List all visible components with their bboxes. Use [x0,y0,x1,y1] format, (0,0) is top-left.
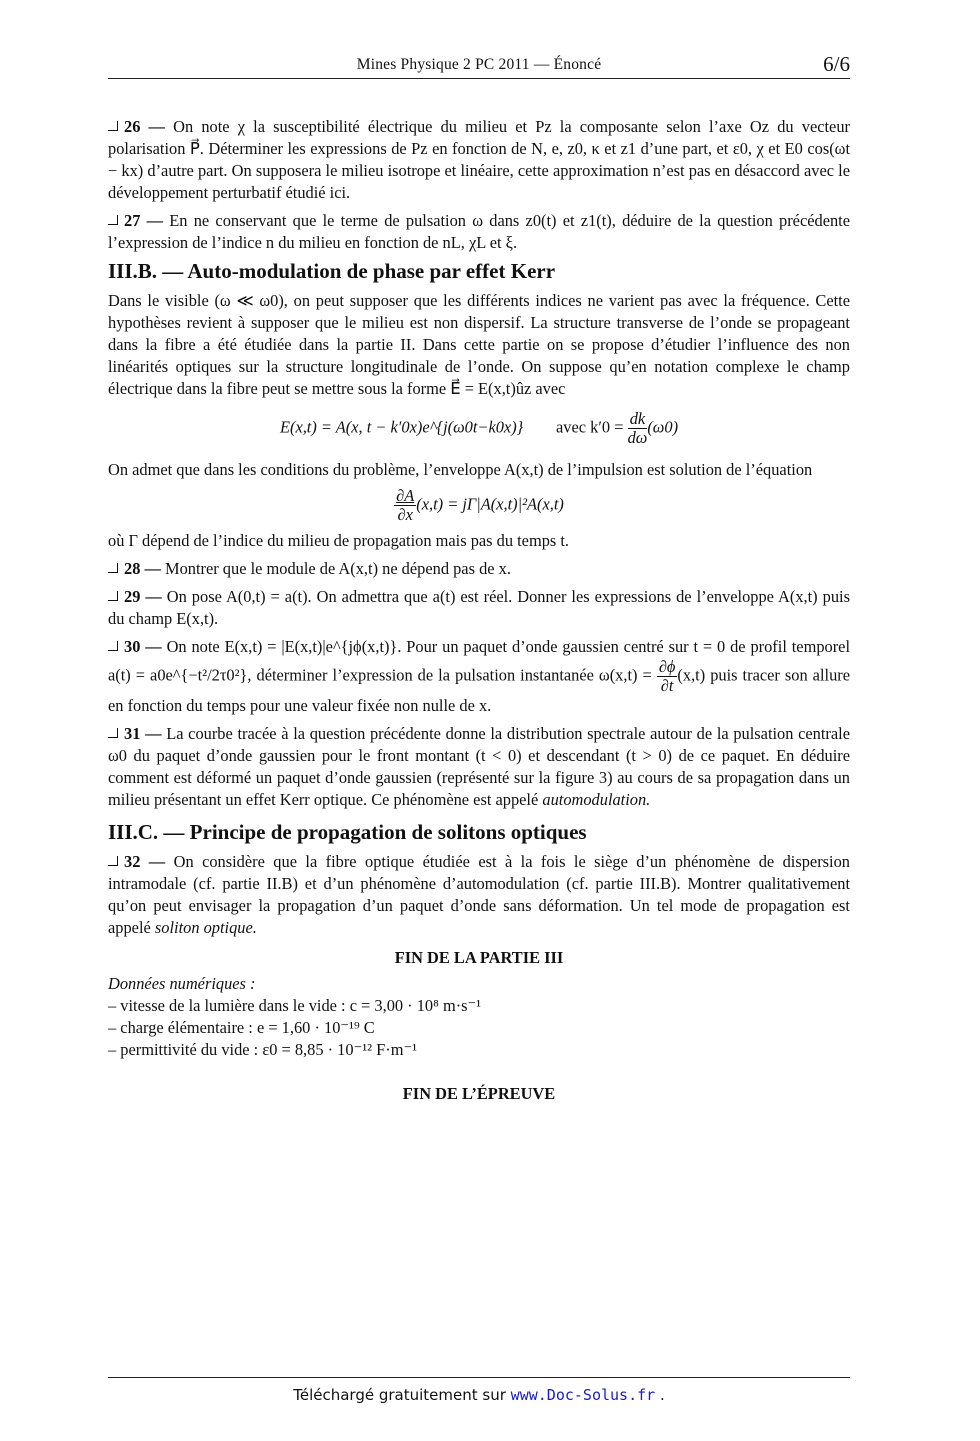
footer-link[interactable]: www.Doc-Solus.fr [510,1386,656,1404]
question-28 [108,558,850,580]
page-content [108,116,850,1109]
footer-divider [108,1377,850,1378]
checkbox-icon [108,856,118,866]
list-item: – vitesse de la lumière dans le vide : c = 3,00 · 10⁸ m·s⁻¹ [108,996,482,1015]
question-29 [108,586,850,630]
page-number: 6/6 [823,52,850,76]
partial-fraction [394,487,416,524]
fraction-numerator: ∂ϕ [658,657,676,676]
checkbox-icon [108,215,118,225]
list-item: – charge élémentaire : e = 1,60 · 10⁻¹⁹ C [108,1018,375,1037]
numeric-data-list [108,995,850,1061]
end-of-part: FIN DE LA PARTIE III [394,948,564,967]
question-label: 28 — [124,559,161,578]
question-text: On note χ la susceptibilité électrique du milieu et Pz la composante selon l’axe Oz du vecteur polarisation P⃗. Déterminer les expressions de Pz en fonction de N, e, z0, κ et z1 d’une part, et ε0, χ et E0 cos(ωt − kx) d’autre part. On supposera le milieu isotrope et linéaire, cette approximation n’est pas en désaccord avec le développement perturbatif étudié ici. [108,117,850,202]
section-title-IIIB: III.B. — Auto-modulation de phase par effet Kerr [108,259,556,283]
checkbox-icon [108,591,118,601]
question-text: En ne conservant que le terme de pulsation ω dans z0(t) et z1(t), déduire de la question précédente l’expression de l’indice n du milieu en fonction de nL, χL et ξ. [108,211,850,252]
question-tail: (x,t) puis tracer son allure en fonction du temps pour une valeur fixée non nulle de x. [108,665,850,715]
page-header [108,54,850,79]
fraction-denominator: dω [627,428,648,447]
question-label: 32 — [124,852,166,871]
checkbox-icon [108,641,118,651]
question-text: Montrer que le module de A(x,t) ne dépend pas de x. [165,559,511,578]
question-text: On considère que la fibre optique étudiée est à la fois le siège d’un phénomène de dispersion intramodale (cf. partie II.B) et d’un phénomène d’automodulation (cf. partie III.B). Montrer qualitativement qu’on peut envisager la propagation d’un paquet d’onde sans déformation. Un tel mode de propagation est appelé [108,852,850,937]
envelope-statement: On admet que dans les conditions du problème, l’enveloppe A(x,t) de l’impulsion est solution de l’équation [108,460,813,479]
question-label: 27 — [124,211,164,230]
equation-with: avec k′0 = [556,417,624,437]
term-soliton: soliton optique. [154,918,257,937]
fraction-numerator: dk [628,410,648,429]
equation-field [108,410,850,447]
derivative-fraction [628,410,648,447]
question-text: On note E(x,t) = |E(x,t)|e^{jϕ(x,t)}. Pour un paquet d’onde gaussien centré sur t = 0 de profil temporel a(t) = a0e^{−t²/2τ0²}, déterminer l’expression de la pulsation instantanée ω(x,t) = [108,637,851,685]
fraction-numerator: ∂A [396,486,415,505]
question-27 [108,210,850,254]
question-label: 29 — [124,587,162,606]
footer-suffix: . [659,1386,665,1404]
equation-lhs: E(x,t) = A(x, t − k′0x)e^{j(ω0t−k0x)} [279,417,524,437]
numeric-data-heading: Données numériques : [108,974,256,993]
fraction-denominator: ∂x [397,505,413,524]
phase-derivative-fraction [657,658,678,695]
question-26 [108,116,850,204]
equation-rhs: (x,t) = jΓ|A(x,t)|²A(x,t) [416,494,564,514]
question-label: 30 — [124,637,162,656]
question-text: La courbe tracée à la question précédente donne la distribution spectrale autour de la pulsation centrale ω0 du paquet d’onde gaussien pour le front montant (t < 0) et descendant (t > 0) de ce paquet. En déduire comment est déformé un paquet d’onde gaussien (représenté sur la figure 3) au cours de sa propagation dans un milieu présentant un effet Kerr optique. Ce phénomène est appelé [108,724,850,809]
section-title-IIIC: III.C. — Principe de propagation de solitons optiques [108,820,587,844]
gamma-note: où Γ dépend de l’indice du milieu de propagation mais pas du temps t. [108,531,570,550]
question-text: On pose A(0,t) = a(t). On admettra que a(t) est réel. Donner les expressions de l’enveloppe A(x,t) puis du champ E(x,t). [108,587,850,628]
term-automodulation: automodulation. [542,790,651,809]
section-intro: Dans le visible (ω ≪ ω0), on peut supposer que les différents indices ne varient pas avec la fréquence. Cette hypothèses revient à supposer que le milieu est non dispersif. La structure transverse de l’onde se propageant dans la fibre a été étudiée dans la partie II. Dans cette partie on se propose d’étudier l’influence des non linéarités optiques sur la structure longitudinale de l’onde. On suppose qu’en notation complexe le champ électrique dans la fibre peut se mettre sous la forme E⃗ = E(x,t)ûz avec [108,291,850,398]
header-title: Mines Physique 2 PC 2011 — Énoncé [356,56,602,73]
footer-prefix: Téléchargé gratuitement sur [293,1386,506,1404]
checkbox-icon [108,121,118,131]
list-item: – permittivité du vide : ε0 = 8,85 · 10⁻¹² F·m⁻¹ [108,1040,418,1059]
checkbox-icon [108,563,118,573]
equation-tail: (ω0) [647,417,679,437]
end-of-exam: FIN DE L’ÉPREUVE [402,1084,556,1103]
checkbox-icon [108,728,118,738]
question-31 [108,723,850,811]
question-label: 26 — [124,117,165,136]
question-label: 31 — [124,724,162,743]
page-footer [108,1386,850,1404]
question-32 [108,851,850,939]
envelope-equation [108,487,850,524]
fraction-denominator: ∂t [660,676,674,695]
question-30 [108,636,850,717]
